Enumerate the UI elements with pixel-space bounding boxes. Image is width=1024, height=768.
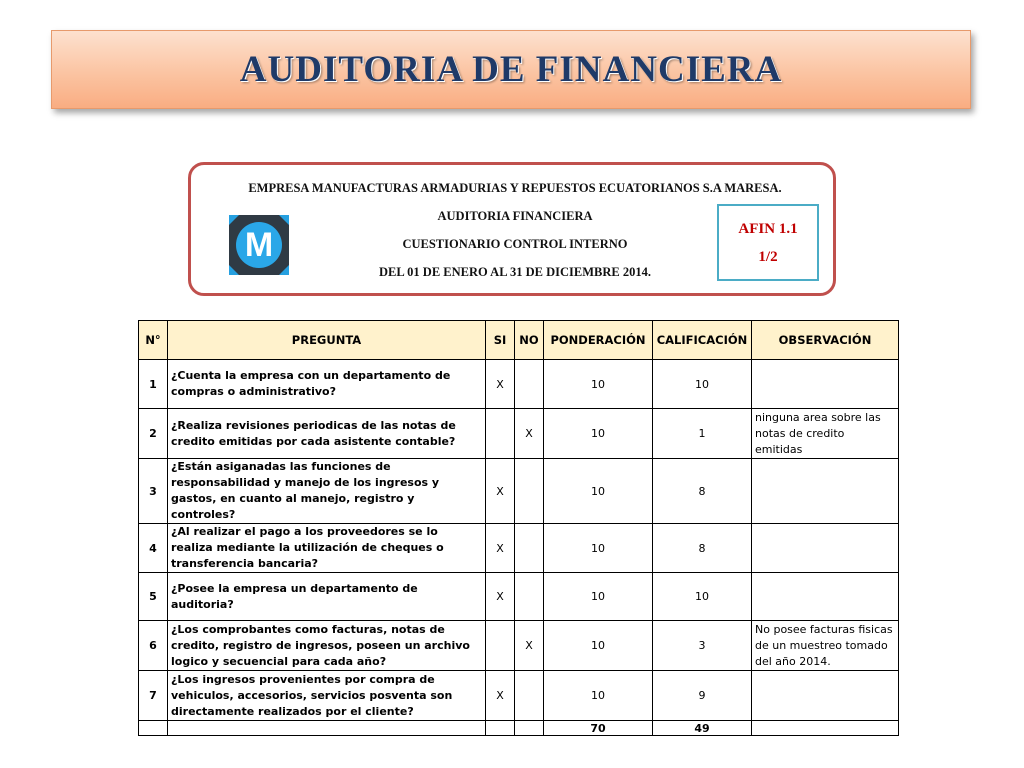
table-row bbox=[139, 360, 899, 409]
audit-period: DEL 01 DE ENERO AL 31 DE DICIEMBRE 2014. bbox=[379, 265, 651, 279]
page-title: AUDITORIA DE FINANCIERA bbox=[239, 49, 783, 90]
row-score: 9 bbox=[653, 671, 752, 721]
document-name: CUESTIONARIO CONTROL INTERNO bbox=[402, 237, 628, 251]
row-num: 6 bbox=[139, 621, 168, 671]
row-no bbox=[515, 573, 544, 621]
row-question: ¿Los comprobantes como facturas, notas de credito, registro de ingresos, poseen un archivo logico y secuencial para cada año? bbox=[168, 621, 486, 671]
table-row bbox=[139, 459, 899, 524]
row-weight: 10 bbox=[544, 409, 653, 459]
row-question: ¿Realiza revisiones periodicas de las notas de credito emitidas por cada asistente contable? bbox=[168, 409, 486, 459]
row-no bbox=[515, 524, 544, 573]
row-si: X bbox=[486, 671, 515, 721]
row-no: X bbox=[515, 621, 544, 671]
header-no: NO bbox=[515, 321, 544, 360]
row-num: 1 bbox=[139, 360, 168, 409]
row-question: ¿Posee la empresa un departamento de auditoria? bbox=[168, 573, 486, 621]
row-weight: 10 bbox=[544, 459, 653, 524]
row-si: X bbox=[486, 573, 515, 621]
row-weight: 10 bbox=[544, 671, 653, 721]
row-num: 2 bbox=[139, 409, 168, 459]
table-row bbox=[139, 621, 899, 671]
header-observation: OBSERVACIÓN bbox=[752, 321, 899, 360]
row-num: 4 bbox=[139, 524, 168, 573]
row-score: 1 bbox=[653, 409, 752, 459]
row-question: ¿Están asiganadas las funciones de responsabilidad y manejo de los ingresos y gastos, en cuanto al manejo, registro y controles? bbox=[168, 459, 486, 524]
reference-code: AFIN 1.1 bbox=[738, 220, 798, 237]
row-si bbox=[486, 621, 515, 671]
row-si: X bbox=[486, 524, 515, 573]
row-weight: 10 bbox=[544, 573, 653, 621]
table-row bbox=[139, 409, 899, 459]
table-row bbox=[139, 524, 899, 573]
table-row bbox=[139, 573, 899, 621]
totals-row bbox=[139, 721, 899, 736]
row-si bbox=[486, 409, 515, 459]
company-name: EMPRESA MANUFACTURAS ARMADURIAS Y REPUESTOS ECUATORIANOS S.A MARESA. bbox=[248, 181, 782, 195]
title-banner bbox=[51, 30, 971, 109]
row-question: ¿Cuenta la empresa con un departamento de compras o administrativo? bbox=[168, 360, 486, 409]
reference-page: 1/2 bbox=[758, 248, 778, 265]
row-score: 10 bbox=[653, 573, 752, 621]
totals-empty bbox=[139, 721, 168, 736]
row-question: ¿Los ingresos provenientes por compra de vehiculos, accesorios, servicios posventa son directamente realizados por el cliente? bbox=[168, 671, 486, 721]
row-no bbox=[515, 360, 544, 409]
header-si: SI bbox=[486, 321, 515, 360]
row-weight: 10 bbox=[544, 621, 653, 671]
row-observation bbox=[752, 459, 899, 524]
row-num: 5 bbox=[139, 573, 168, 621]
table-row bbox=[139, 671, 899, 721]
row-no bbox=[515, 671, 544, 721]
row-weight: 10 bbox=[544, 524, 653, 573]
audit-type: AUDITORIA FINANCIERA bbox=[437, 209, 593, 223]
row-si: X bbox=[486, 360, 515, 409]
row-no bbox=[515, 459, 544, 524]
header-score: CALIFICACIÓN bbox=[653, 321, 752, 360]
row-num: 3 bbox=[139, 459, 168, 524]
total-weight: 70 bbox=[544, 721, 653, 736]
control-questionnaire-table bbox=[138, 320, 899, 736]
totals-empty bbox=[168, 721, 486, 736]
row-observation bbox=[752, 524, 899, 573]
row-weight: 10 bbox=[544, 360, 653, 409]
row-question: ¿Al realizar el pago a los proveedores se lo realiza mediante la utilización de cheques o transferencia bancaria? bbox=[168, 524, 486, 573]
row-score: 10 bbox=[653, 360, 752, 409]
header-weight: PONDERACIÓN bbox=[544, 321, 653, 360]
header-num: N° bbox=[139, 321, 168, 360]
info-box bbox=[188, 162, 836, 296]
row-score: 8 bbox=[653, 524, 752, 573]
header-question: PREGUNTA bbox=[168, 321, 486, 360]
reference-box bbox=[717, 204, 819, 281]
row-observation bbox=[752, 671, 899, 721]
row-num: 7 bbox=[139, 671, 168, 721]
row-observation: No posee facturas fisicas de un muestreo tomado del año 2014. bbox=[752, 621, 899, 671]
row-score: 8 bbox=[653, 459, 752, 524]
totals-empty bbox=[486, 721, 515, 736]
row-observation bbox=[752, 573, 899, 621]
logo-letter: M bbox=[236, 222, 282, 268]
total-score: 49 bbox=[653, 721, 752, 736]
row-no: X bbox=[515, 409, 544, 459]
row-observation: ninguna area sobre las notas de credito emitidas bbox=[752, 409, 899, 459]
row-si: X bbox=[486, 459, 515, 524]
totals-empty bbox=[752, 721, 899, 736]
totals-empty bbox=[515, 721, 544, 736]
row-observation bbox=[752, 360, 899, 409]
table-header-row bbox=[139, 321, 899, 360]
row-score: 3 bbox=[653, 621, 752, 671]
